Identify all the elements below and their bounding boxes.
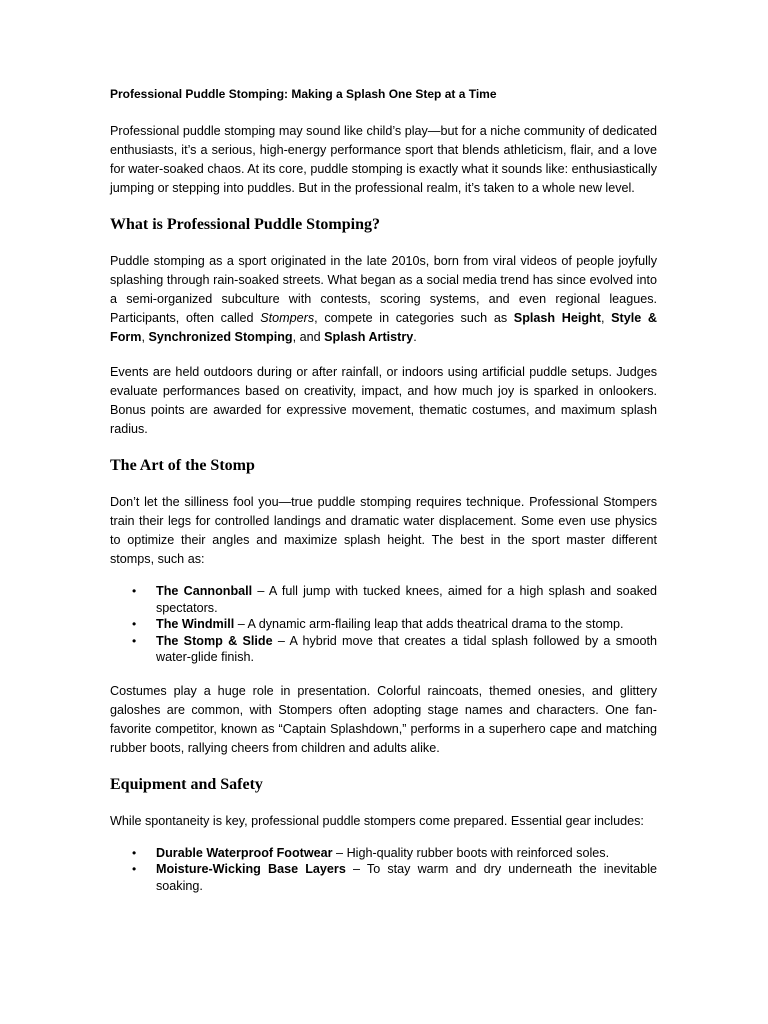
section-heading-what-is: What is Professional Puddle Stomping? — [110, 216, 380, 233]
bullet-icon: • — [132, 845, 137, 860]
list-item-desc: – A hybrid move that creates a tidal splash followed by a smooth water-glide finish. — [156, 633, 657, 664]
text-run: , — [600, 311, 612, 325]
term-stompers: Stompers — [260, 311, 315, 325]
list-item — [132, 583, 657, 616]
what-is-paragraph-1 — [110, 252, 657, 347]
list-item-desc: – To stay warm and dry underneath the inevitable soaking. — [156, 862, 657, 893]
list-item-term: The Cannonball — [156, 584, 253, 598]
list-item-term: The Stomp & Slide — [156, 633, 273, 648]
text-run: Puddle stomping as a sport originated in the late 2010s, born from viral videos of people joyfully splashing through rain-soaked streets. What began as a social media trend has since evolved into a semi-organized subculture with contests, scoring systems, and even regional leagues. Participants, often called — [110, 254, 657, 325]
category-synchronized-stomping: Synchronized Stomping — [148, 330, 293, 344]
list-item-desc: – High-quality rubber boots with reinforced soles. — [332, 845, 610, 860]
document-title: Professional Puddle Stomping: Making a Splash One Step at a Time — [110, 87, 497, 101]
list-item-desc: – A dynamic arm-flailing leap that adds theatrical drama to the stomp. — [234, 617, 624, 631]
bullet-icon: • — [132, 862, 137, 876]
art-paragraph-2: Costumes play a huge role in presentation. Colorful raincoats, themed onesies, and glittery galoshes are common, with Stompers often adopting stage names and characters. One fan-favorite competitor, known as “Captain Splashdown,” performs in a superhero cape and matching rubber boots, rallying cheers from children and adults alike. — [110, 683, 657, 755]
art-paragraph-1: Don’t let the silliness fool you—true puddle stomping requires technique. Professional Stompers train their legs for controlled landings and dramatic water displacement. Some even use physics to optimize their angles and maximize splash height. The best in the sport master different stomps, such as: — [110, 495, 657, 566]
bullet-icon: • — [132, 633, 137, 648]
list-item — [132, 861, 657, 894]
text-run: , — [141, 330, 149, 344]
category-splash-height: Splash Height — [513, 311, 601, 325]
intro-paragraph: Professional puddle stomping may sound like child’s play—but for a niche community of dedicated enthusiasts, it’s a serious, high-energy performance sport that blends athleticism, flair, and a love for water-soaked chaos. At its core, puddle stomping is exactly what it sounds like: enthusiastically jumping or stepping into puddles. But in the professional realm, it’s taken to a whole new level. — [110, 124, 657, 195]
what-is-paragraph-2: Events are held outdoors during or after rainfall, or indoors using artificial puddle setups. Judges evaluate performances based on creativity, impact, and how much joy is sparked in onlookers. Bonus points are awarded for expressive movement, thematic costumes, and maximum splash radius. — [110, 365, 657, 436]
section-heading-equipment: Equipment and Safety — [110, 775, 263, 793]
list-item-term: Moisture-Wicking Base Layers — [156, 862, 346, 876]
list-item-desc: – A full jump with tucked knees, aimed for a high splash and soaked spectators. — [156, 584, 657, 615]
text-run: , compete in categories such as — [314, 311, 514, 325]
list-item-term: The Windmill — [156, 617, 235, 631]
list-item — [132, 845, 657, 862]
bullet-icon: • — [132, 584, 137, 598]
list-item-term: Durable Waterproof Footwear — [156, 845, 333, 860]
stomp-types-list — [110, 583, 657, 666]
text-run: , and — [292, 330, 325, 344]
category-splash-artistry: Splash Artistry — [324, 330, 414, 344]
category-style-form: Style & Form — [110, 311, 658, 344]
section-heading-art-of-stomp: The Art of the Stomp — [110, 457, 255, 474]
list-item — [132, 616, 657, 633]
bullet-icon: • — [132, 617, 137, 631]
equipment-paragraph-1: While spontaneity is key, professional puddle stompers come prepared. Essential gear includes: — [110, 813, 644, 828]
equipment-list — [110, 845, 657, 895]
text-run: . — [413, 330, 417, 344]
list-item — [132, 633, 657, 666]
